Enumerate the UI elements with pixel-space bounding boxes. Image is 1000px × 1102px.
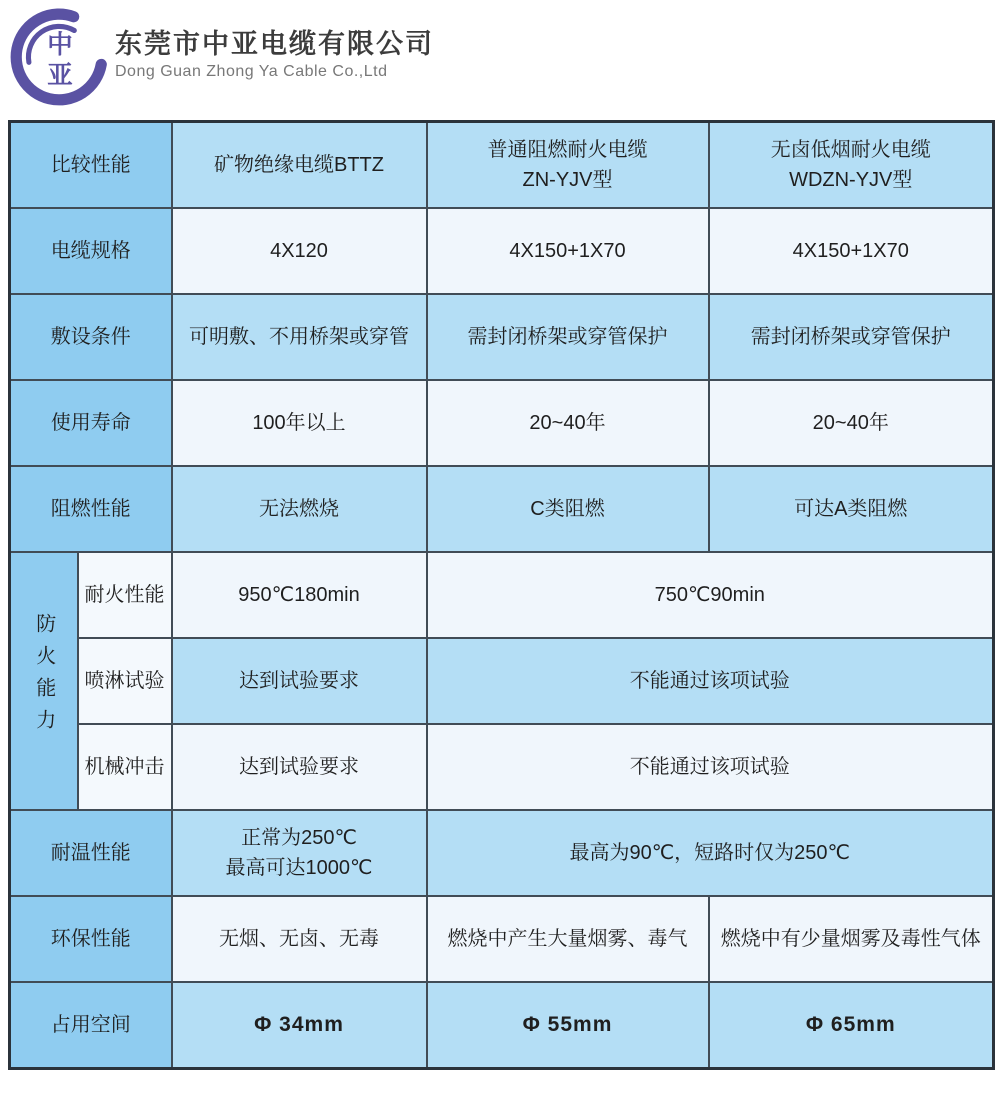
page-header bbox=[0, 0, 1000, 118]
column-header-wdzn bbox=[709, 122, 994, 209]
table-row-env bbox=[10, 896, 994, 982]
column-header-bttz bbox=[172, 122, 427, 209]
cell-env-zn: 燃烧中产生大量烟雾、毒气 bbox=[427, 896, 709, 982]
table-row-space bbox=[10, 982, 994, 1069]
column-header-zn-line1: 普通阻燃耐火电缆 bbox=[487, 139, 648, 161]
cell-impact-bttz: 达到试验要求 bbox=[172, 724, 427, 810]
cell-spray-test-others: 不能通过该项试验 bbox=[427, 638, 994, 724]
column-header-zn-line2: ZN-YJV型 bbox=[522, 169, 613, 191]
row-label-flame: 阻燃性能 bbox=[10, 466, 172, 552]
sublabel-fire-resist: 耐火性能 bbox=[78, 552, 172, 638]
cell-fire-resist-others: 750℃90min bbox=[427, 552, 994, 638]
cell-life-wdzn: 20~40年 bbox=[709, 380, 994, 466]
cell-env-wdzn: 燃烧中有少量烟雾及毒性气体 bbox=[709, 896, 994, 982]
cell-temp-bttz-line1: 正常为250℃ bbox=[241, 827, 357, 849]
cell-spec-bttz: 4X120 bbox=[172, 208, 427, 294]
cell-temp-bttz bbox=[172, 810, 427, 896]
column-header-wdzn-line2: WDZN-YJV型 bbox=[789, 169, 913, 191]
cell-flame-bttz: 无法燃烧 bbox=[172, 466, 427, 552]
row-label-spec: 电缆规格 bbox=[10, 208, 172, 294]
table-row-header bbox=[10, 122, 994, 209]
cell-env-bttz: 无烟、无卤、无毒 bbox=[172, 896, 427, 982]
cell-life-zn: 20~40年 bbox=[427, 380, 709, 466]
company-logo-icon bbox=[8, 6, 110, 108]
table-row-impact bbox=[10, 724, 994, 810]
sublabel-impact: 机械冲击 bbox=[78, 724, 172, 810]
cell-space-wdzn: Φ 65mm bbox=[805, 1012, 896, 1036]
column-header-zn bbox=[427, 122, 709, 209]
row-label-space: 占用空间 bbox=[10, 982, 172, 1069]
corner-label-cell: 比较性能 bbox=[10, 122, 172, 209]
table-row-laying bbox=[10, 294, 994, 380]
cell-spray-test-bttz: 达到试验要求 bbox=[172, 638, 427, 724]
table-row-fire-resist bbox=[10, 552, 994, 638]
cable-comparison-table bbox=[8, 120, 995, 1070]
cell-fire-resist-bttz: 950℃180min bbox=[172, 552, 427, 638]
group-label-fire-capability-text: 防火能力 bbox=[32, 612, 55, 741]
cell-spec-wdzn: 4X150+1X70 bbox=[709, 208, 994, 294]
cell-space-zn: Φ 55mm bbox=[522, 1012, 613, 1036]
row-label-life: 使用寿命 bbox=[10, 380, 172, 466]
logo-char-bottom: 亚 bbox=[47, 61, 73, 90]
table-row-spec bbox=[10, 208, 994, 294]
group-label-fire-capability bbox=[10, 552, 78, 810]
cell-spec-zn: 4X150+1X70 bbox=[427, 208, 709, 294]
cell-flame-zn: C类阻燃 bbox=[427, 466, 709, 552]
cell-flame-wdzn: 可达A类阻燃 bbox=[709, 466, 994, 552]
row-label-laying: 敷设条件 bbox=[10, 294, 172, 380]
cell-temp-bttz-line2: 最高可达1000℃ bbox=[225, 857, 373, 879]
sublabel-spray-test: 喷淋试验 bbox=[78, 638, 172, 724]
cell-temp-others: 最高为90℃，短路时仅为250℃ bbox=[427, 810, 994, 896]
company-name-en: Dong Guan Zhong Ya Cable Co.,Ltd bbox=[115, 63, 388, 81]
cell-laying-wdzn: 需封闭桥架或穿管保护 bbox=[709, 294, 994, 380]
cell-space-bttz: Φ 34mm bbox=[254, 1012, 344, 1036]
cell-laying-bttz: 可明敷、不用桥架或穿管 bbox=[172, 294, 427, 380]
column-header-wdzn-line1: 无卤低烟耐火电缆 bbox=[770, 139, 931, 161]
table-row-flame bbox=[10, 466, 994, 552]
company-name-block bbox=[115, 28, 434, 81]
comparison-table-wrap bbox=[8, 120, 995, 1070]
logo-char-top: 中 bbox=[47, 30, 73, 59]
cell-impact-others: 不能通过该项试验 bbox=[427, 724, 994, 810]
table-row-life bbox=[10, 380, 994, 466]
table-row-spray-test bbox=[10, 638, 994, 724]
row-label-env: 环保性能 bbox=[10, 896, 172, 982]
company-name-cn: 东莞市中亚电缆有限公司 bbox=[115, 29, 434, 59]
column-header-bttz-line1: 矿物绝缘电缆BTTZ bbox=[214, 154, 384, 176]
cell-laying-zn: 需封闭桥架或穿管保护 bbox=[427, 294, 709, 380]
table-row-temp bbox=[10, 810, 994, 896]
row-label-temp: 耐温性能 bbox=[10, 810, 172, 896]
cell-life-bttz: 100年以上 bbox=[172, 380, 427, 466]
